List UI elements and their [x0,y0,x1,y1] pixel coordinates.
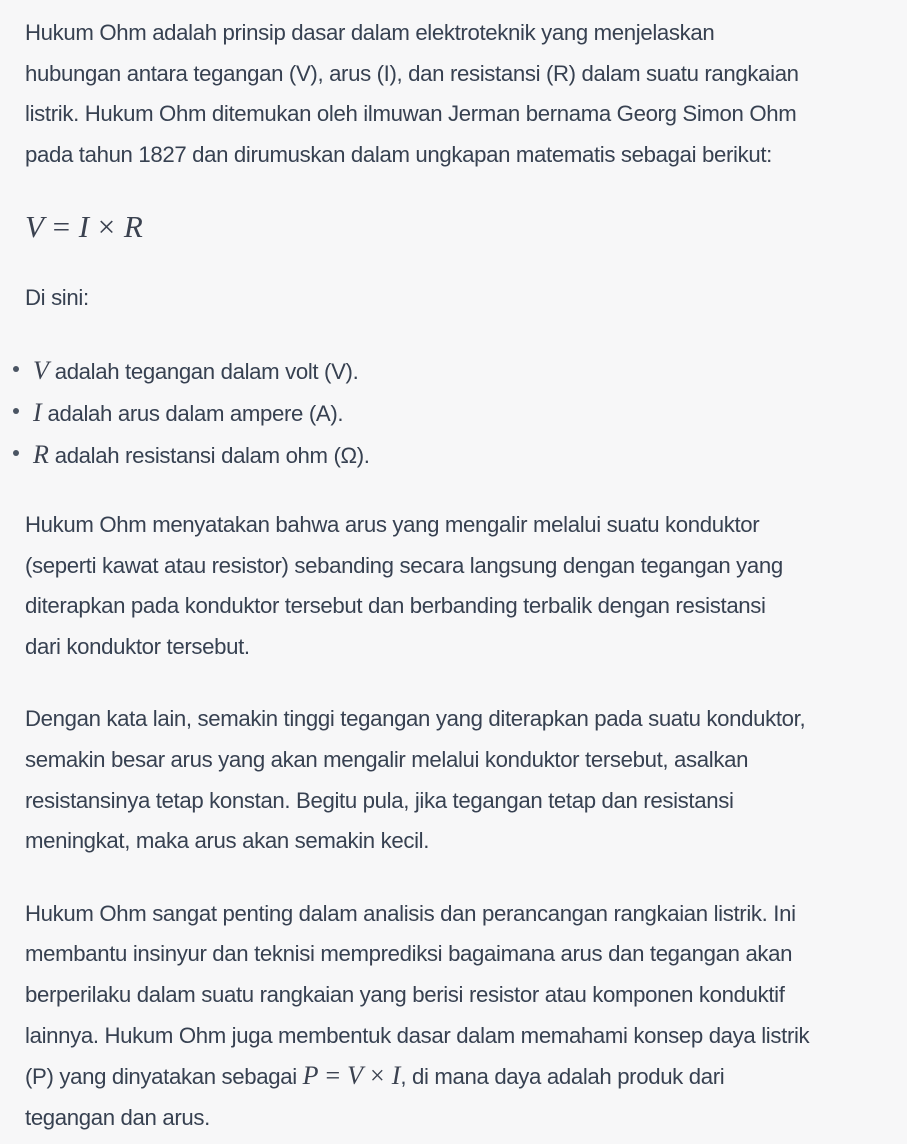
formula-v: V [25,209,44,245]
intro-line-1: Hukum Ohm adalah prinsip dasar dalam elektroteknik yang menjelaskan [25,20,715,45]
para4-line-5-before: (P) yang dinyatakan sebagai [25,1064,303,1090]
importance-paragraph [25,894,887,1139]
para4-line-4: lainnya. Hukum Ohm juga membentuk dasar dalam memahami konsep daya listrik [25,1022,810,1048]
formula-i: I [78,209,89,245]
power-formula-equals: = [325,1061,341,1091]
para3-line-3: resistansinya tetap konstan. Begitu pula, jika tegangan tetap dan resistansi [25,787,734,813]
power-formula-times: × [370,1061,385,1091]
symbol-i: I [33,397,42,427]
ohm-formula [25,207,887,247]
formula-times: × [97,209,115,245]
para3-line-2: semakin besar arus yang akan mengalir melalui konduktor tersebut, asalkan [25,746,749,772]
para4-line-5 [25,1056,887,1098]
list-item-current-text: adalah arus dalam ampere (A). [41,400,344,426]
para4-line-3: berperilaku dalam suatu rangkaian yang berisi resistor atau komponen konduktif [25,981,785,1007]
list-item-voltage [0,350,887,392]
list-item-current [0,392,887,434]
power-formula-p: P [302,1061,319,1091]
power-formula-i: I [391,1061,401,1091]
para2-line-2: (seperti kawat atau resistor) sebanding secara langsung dengan tegangan yang [25,552,783,578]
list-item-voltage-text: adalah tegangan dalam volt (V). [48,358,359,384]
formula-r: R [123,209,143,245]
bullet-dot-icon [13,450,19,456]
bullet-dot-icon [13,408,19,414]
para4-line-6: tegangan dan arus. [25,1104,210,1130]
bullet-dot-icon [13,366,19,372]
para4-line-1: Hukum Ohm sangat penting dalam analisis dan perancangan rangkaian listrik. Ini [25,900,796,926]
intro-line-3: listrik. Hukum Ohm ditemukan oleh ilmuwan Jerman bernama Georg Simon Ohm [25,101,797,127]
intro-paragraph [25,13,887,175]
para2-line-4: dari konduktor tersebut. [25,633,250,659]
explanation-paragraph [25,699,887,861]
list-item-resistance-text: adalah resistansi dalam ohm (Ω). [48,442,370,468]
para3-line-1: Dengan kata lain, semakin tinggi tegangan yang diterapkan pada suatu konduktor, [25,706,806,732]
intro-line-4: pada tahun 1827 dan dirumuskan dalam ungkapan matematis sebagai berikut: [25,141,772,167]
power-formula [303,1061,401,1090]
para4-line-5-after: , di mana daya adalah produk dari [400,1064,725,1090]
symbol-r: R [33,439,49,469]
para2-line-3: diterapkan pada konduktor tersebut dan berbanding terbalik dengan resistansi [25,593,766,619]
power-formula-v: V [347,1061,364,1091]
di-sini-label: Di sini: [25,285,89,311]
list-item-resistance [0,434,887,476]
para4-line-2: membantu insinyur dan teknisi memprediksi bagaimana arus dan tegangan akan [25,941,793,967]
para2-line-1: Hukum Ohm menyatakan bahwa arus yang mengalir melalui suatu konduktor [25,511,760,537]
variable-list [0,350,887,476]
proportionality-paragraph [25,505,887,667]
intro-line-2: hubungan antara tegangan (V), arus (I), dan resistansi (R) dalam suatu rangkaian [25,60,799,86]
formula-equals: = [52,209,70,245]
symbol-v: V [33,355,49,385]
para3-line-4: meningkat, maka arus akan semakin kecil. [25,828,430,854]
